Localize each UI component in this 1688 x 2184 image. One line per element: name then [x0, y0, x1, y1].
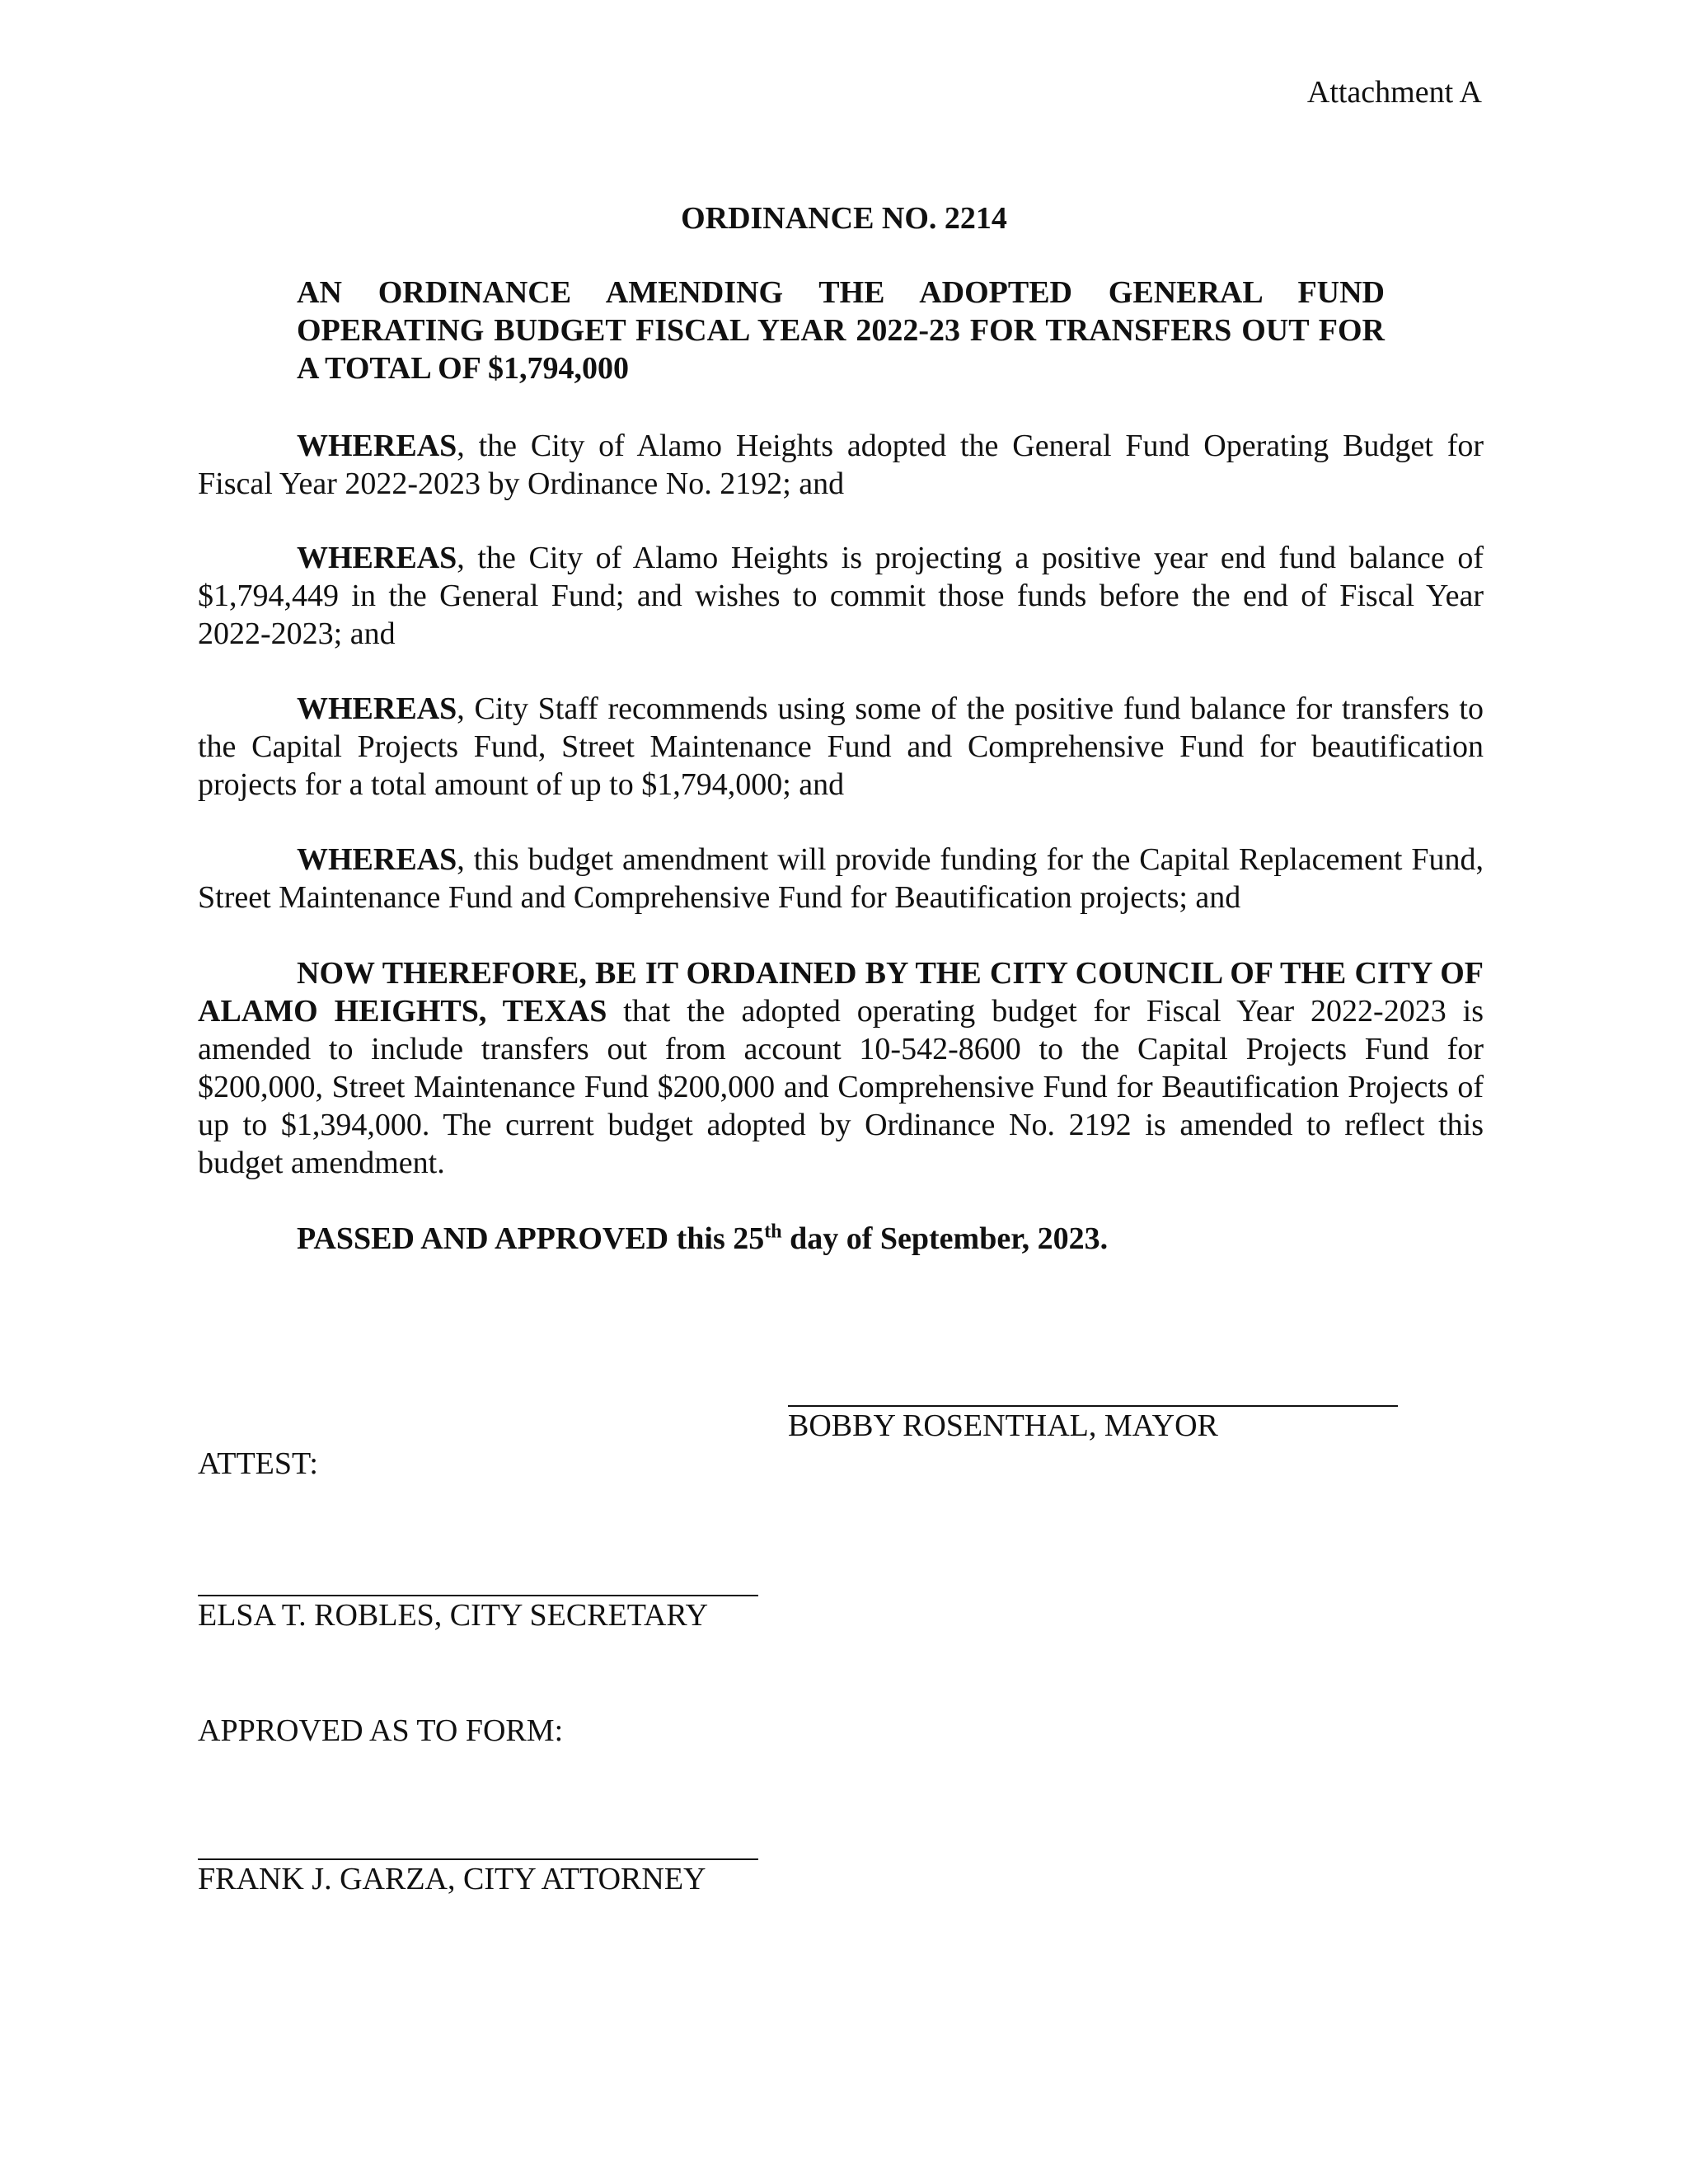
attachment-label: Attachment A [1306, 75, 1482, 110]
paragraph-lead: WHEREAS [297, 541, 457, 575]
whereas-paragraph-4 [198, 841, 1484, 916]
whereas-paragraph-2 [198, 539, 1484, 653]
paragraph-body: , this budget amendment will provide funding for the Capital Replacement Fund, Street Maintenance Fund and Comprehensive Fund for Beautification projects; and [198, 842, 1484, 915]
ordained-paragraph [198, 954, 1484, 1182]
mayor-name: BOBBY ROSENTHAL, MAYOR [788, 1408, 1218, 1443]
paragraph-body: , the City of Alamo Heights is projecting a positive year end fund balance of $1,794,449 in the General Fund; and wishes to commit those funds before the end of Fiscal Year 2022-2023; and [198, 541, 1484, 651]
paragraph-lead: WHEREAS [297, 429, 457, 463]
passed-and-approved: PASSED AND APPROVED this 25th day of September, 2023. [297, 1221, 1109, 1256]
secretary-name: ELSA T. ROBLES, CITY SECRETARY [198, 1598, 709, 1633]
ordinance-subtitle: AN ORDINANCE AMENDING THE ADOPTED GENERAL FUND OPERATING BUDGET FISCAL YEAR 2022-23 FOR TRANSFERS OUT FOR A TOTAL OF $1,794,000 [297, 275, 1385, 386]
approved-as-to-form-label: APPROVED AS TO FORM: [198, 1713, 564, 1748]
attorney-signature-line [198, 1858, 758, 1860]
paragraph-body: , the City of Alamo Heights adopted the General Fund Operating Budget for Fiscal Year 2022-2023 by Ordinance No. 2192; and [198, 429, 1484, 501]
attest-label: ATTEST: [198, 1446, 318, 1481]
paragraph-body: that the adopted operating budget for Fiscal Year 2022-2023 is amended to include transfers out from account 10-542-8600 to the Capital Projects Fund for $200,000, Street Maintenance Fund $200,000 and Comprehensive Fund for Beautification Projects of up to $1,394,000. The current budget adopted by Ordinance No. 2192 is amended to reflect this budget amendment. [198, 994, 1484, 1180]
whereas-paragraph-1 [198, 427, 1484, 503]
paragraph-lead: WHEREAS [297, 842, 457, 877]
mayor-signature-line [788, 1405, 1398, 1407]
paragraph-lead: NOW THEREFORE, BE IT ORDAINED BY THE CITY COUNCIL OF THE CITY OF ALAMO HEIGHTS, TEXAS [198, 956, 1484, 1029]
attorney-name: FRANK J. GARZA, CITY ATTORNEY [198, 1862, 706, 1896]
paragraph-lead: WHEREAS [297, 691, 457, 726]
ordinance-title: ORDINANCE NO. 2214 [681, 201, 1007, 236]
paragraph-body: , City Staff recommends using some of the positive fund balance for transfers to the Capital Projects Fund, Street Maintenance Fund and Comprehensive Fund for beautification projects for a total amount of up to $1,794,000; and [198, 691, 1484, 802]
whereas-paragraph-3 [198, 690, 1484, 804]
secretary-signature-line [198, 1595, 758, 1596]
